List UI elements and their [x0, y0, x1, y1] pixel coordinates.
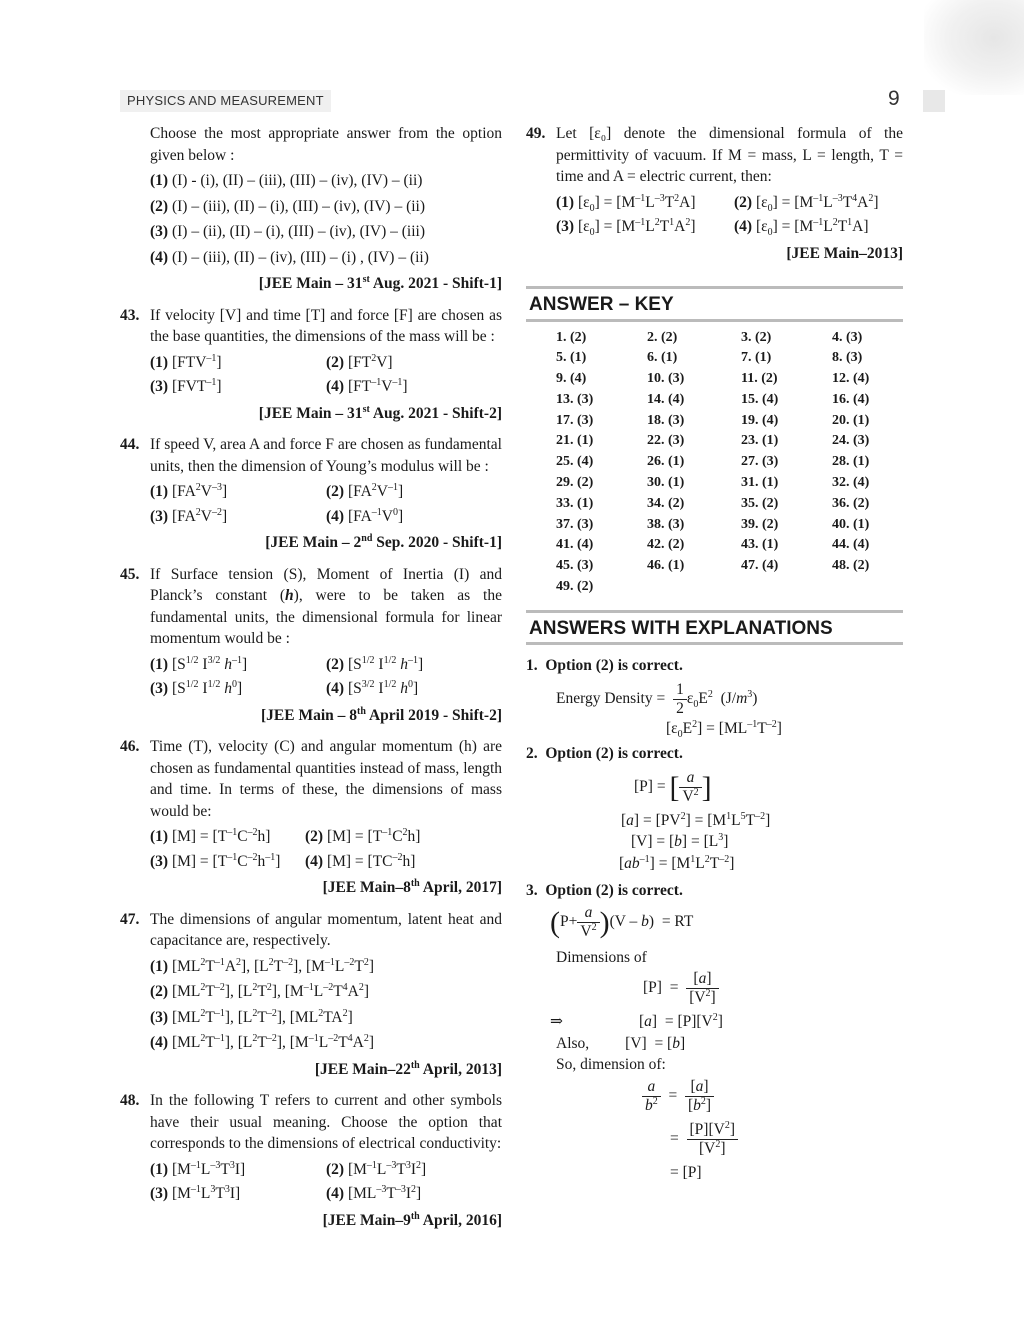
answer-key-item: 43. (1): [741, 537, 779, 553]
question-number: 45.: [120, 565, 140, 583]
question-intro: Choose the most appropriate answer from the option given below :: [150, 125, 502, 164]
question-48: [120, 1090, 502, 1231]
options: (1) $[M^{-1}L^{-3}T^3I]$ (2) $[M^{-1}L^{-3}T^3I^2]$ (3) $[M^{-1}L^3T^3I]$ (4) $[ML^{-3}T^{-3}I^2]$: [150, 1159, 427, 1202]
options: (1) $[\varepsilon_0] = [M^{-1}L^{-3}T^2A]$ (2) $[\varepsilon_0] = [M^{-1}L^{-3}T^4A^2]$ (3) $[\varepsilon_0] = [M^{-1}L^2T^1A^2]$ (4) $[\varepsilon_0] = [M^{-1}L^2T^1A]$: [556, 192, 879, 239]
answer-key-item: 47. (4): [741, 558, 779, 574]
equation: $[V] = [b] = [L^3]$: [631, 832, 729, 851]
answer-key-item: 24. (3): [832, 433, 870, 449]
question-44: [120, 434, 502, 554]
question-49: [526, 123, 903, 264]
option: (2) (I) – (iii), (II) – (i), (III) – (iv), (IV) – (ii): [150, 197, 426, 215]
answer-key-item: 27. (3): [741, 454, 779, 470]
answer-key-item: 6. (1): [647, 350, 678, 366]
label: So, dimension of:: [556, 1056, 666, 1074]
question-46: [120, 736, 502, 899]
answer-key-item: 25. (4): [556, 454, 594, 470]
van-der-waals-equation: (P+ $\frac{a}{V^2}$ )(V – b) = RT: [550, 903, 694, 940]
option: (2) $[ML^2T^{-2}]$, $[L^2T^2]$, $[M^{-1}L^{-2}T^4A^2]$: [150, 981, 370, 1000]
equation: ⇒ $[a] = [P][V^2]$: [550, 1012, 723, 1031]
answer-key-item: 8. (3): [832, 350, 863, 366]
explanation-1: 1. Option (2) is correct. Energy Density = $\frac{1}{2}$ $\varepsilon_0E^2$ $(J/m^3)$ $[\varepsilon_0E^2] = [ML^{-1}T^{-2}]$: [526, 655, 903, 739]
answer-key-item: 5. (1): [556, 350, 587, 366]
exam-source: [JEE Main – 31st Aug. 2021 - Shift-1]: [258, 273, 502, 292]
equation: $[ab^{-1}] = [M^1L^2T^{-2}]$: [619, 853, 735, 872]
question-47: [120, 909, 502, 1081]
answer-key-item: 49. (2): [556, 579, 594, 595]
answer-key-item: 19. (4): [741, 412, 779, 428]
answer-key-item: 41. (4): [556, 537, 594, 553]
answer-key-item: 3. (2): [741, 329, 772, 345]
equation: Also, [V] = [b]: [556, 1034, 686, 1052]
answer-key-item: 15. (4): [741, 391, 779, 407]
question-42-tail: [120, 123, 502, 295]
equation: = $\frac{[P][V^2]}{[V^2]}$: [526, 1121, 903, 1158]
options: (1) $[FA^2V^{-3}]$ (2) $[FA^2V^{-1}]$ (3) $[FA^2V^{-2}]$ (4) $[FA^{-1}V^0]$: [150, 481, 404, 525]
question-45: [120, 564, 502, 727]
answer-key-item: 2. (2): [647, 329, 678, 345]
explanations-heading: ANSWERS WITH EXPLANATIONS: [526, 610, 903, 646]
option: (4) (I) – (iii), (II) – (iv), (III) – (i) , (IV) – (ii): [150, 248, 429, 266]
section-header: PHYSICS AND MEASUREMENT: [120, 90, 331, 112]
question-number: 48.: [120, 1092, 140, 1109]
answer-key-item: 17. (3): [556, 412, 594, 428]
answer-key-item: 26. (1): [647, 454, 685, 470]
answer-key-item: 40. (1): [832, 516, 870, 532]
answer-key-grid: [526, 328, 903, 598]
equation: $[a] = [PV^2] = [M^1L^5T^{-2}]$: [621, 810, 771, 829]
question-text: Time (T), velocity (C) and angular momentum (h) are chosen as fundamental quantities instead of mass, length and time. In terms of these, the dimensions of mass would be:: [150, 738, 502, 820]
answer-key-item: 9. (4): [556, 371, 587, 387]
answer-key-item: 34. (2): [647, 495, 685, 511]
energy-density-equation: Energy Density = $\frac{1}{2}$ $\varepsilon_0E^2$ $(J/m^3)$: [556, 680, 758, 717]
answer-key-item: 33. (1): [556, 495, 594, 511]
question-text: If velocity [V] and time [T] and force [F] are chosen as the base quantities, the dimensions of the mass will be :: [150, 306, 502, 345]
exam-source: [JEE Main–2013]: [786, 244, 903, 262]
option: (3) $[ML^2T^{-1}]$, $[L^2T^{-2}]$, $[ML^2TA^2]$: [150, 1007, 353, 1026]
answer-key-item: 29. (2): [556, 475, 594, 491]
explanation-2: 2. Option (2) is correct. [P] = [ $\frac{a}{V^2}$ ] $[a] = [PV^2] = [M^1L^5T^{-2}]$ $[V] = [b] = [L^3]$ $[ab^{-1}] = [M^1L^2T^{-2}]$: [526, 743, 903, 874]
corner-shade: [924, 0, 1024, 95]
answer-key-item: 44. (4): [832, 537, 870, 553]
answer-key-item: 30. (1): [647, 475, 685, 491]
answer-key-heading: ANSWER – KEY: [526, 286, 903, 322]
answer-key-item: 18. (3): [647, 412, 685, 428]
question-number: 44.: [120, 436, 140, 453]
answer-key-item: 42. (2): [647, 537, 685, 553]
answer-key-item: 45. (3): [556, 558, 594, 574]
answer-key-item: 36. (2): [832, 495, 870, 511]
answer-key-item: 28. (1): [832, 454, 870, 470]
exam-source: [JEE Main–8th April, 2017]: [322, 877, 502, 896]
options: (1) $[FTV^{-1}]$ (2) $[FT^2V]$ (3) $[FVT^{-1}]$ (4) $[FT^{-1}V^{-1}]$: [150, 352, 408, 395]
answer-key-item: 39. (2): [741, 516, 779, 532]
answer-key-item: 35. (2): [741, 495, 779, 511]
answer-key-item: 13. (3): [556, 391, 594, 407]
answer-key-item: 31. (1): [741, 475, 779, 491]
answer-key-item: 20. (1): [832, 412, 870, 428]
answer-key-item: 23. (1): [741, 433, 779, 449]
equation: = [P]: [670, 1163, 702, 1181]
question-text: The dimensions of angular momentum, latent heat and capacitance are, respectively.: [150, 910, 502, 949]
question-43: [120, 305, 502, 425]
answer-key-item: 16. (4): [832, 391, 870, 407]
question-number: 47.: [120, 910, 140, 928]
right-column: [526, 123, 903, 1183]
exam-source: [JEE Main–22th April, 2013]: [314, 1059, 502, 1078]
answer-key-item: 38. (3): [647, 516, 685, 532]
options: (1) $[M] = [T^{-1}C^{-2}h]$ (2) $[M] = [T^{-1}C^2h]$ (3) $[M] = [T^{-1}C^{-2}h^{-1}]$ (4) $[M] = [TC^{-2}h]$: [150, 826, 421, 870]
answer-key-item: 1. (2): [556, 329, 587, 345]
exam-source: [JEE Main – 2nd Sep. 2020 - Shift-1]: [265, 532, 502, 551]
question-text: Let [ε₀] denote the dimensional formula of the permittivity of vacuum. If M = mass, L = length, T = time and A = electric current, then:: [556, 125, 903, 185]
question-text: If Surface tension (S), Moment of Inertia (I) and Planck’s constant (h), were to be taken as the fundamental units, the dimensional formula for linear momentum would be :: [150, 565, 502, 647]
answer-key-item: 48. (2): [832, 558, 870, 574]
question-text: In the following T refers to current and other symbols have their usual meaning. Choose the option that corresponds to the dimensions of electrical conductivity:: [150, 1092, 502, 1152]
answer-key-item: 22. (3): [647, 433, 685, 449]
exam-source: [JEE Main–9th April, 2016]: [322, 1210, 502, 1229]
option: (4) $[ML^2T^{-1}]$, $[L^2T^{-2}]$, $[M^{-1}L^{-2}T^4A^2]$: [150, 1032, 375, 1051]
equation: $[\varepsilon_0E^2] = [ML^{-1}T^{-2}]$: [666, 718, 782, 740]
answer-key-item: 46. (1): [647, 558, 685, 574]
page-number: 9: [888, 87, 900, 110]
answer-key-item: 4. (3): [832, 329, 863, 345]
answer-key-item: 10. (3): [647, 371, 685, 387]
left-column: [120, 123, 502, 1231]
equation: [P] = [ $\frac{a}{V^2}$ ]: [634, 768, 712, 805]
answer-key-item: 32. (4): [832, 475, 870, 491]
equation: [P] = $\frac{[a]}{[V^2]}$: [526, 970, 903, 1007]
options: (1) [$S^{1/2}$ $I^{3/2}$ $h^{-1}$] (2) [$S^{1/2}$ $I^{1/2}$ $h^{-1}$] (3) [$S^{1/2}$ $I^{1/2}$ $h^0$] (4) [$S^{3/2}$ $I^{1/2}$ $h^0$]: [150, 654, 424, 697]
question-number: 43.: [120, 306, 140, 324]
answer-key-item: 21. (1): [556, 433, 594, 449]
question-number: 46.: [120, 738, 140, 755]
corner-square: [923, 90, 945, 112]
exam-source: [JEE Main – 31st Aug. 2021 - Shift-2]: [258, 403, 502, 422]
explanation-3: 3. Option (2) is correct. (P+ $\frac{a}{V^2}$ )(V – b) = RT Dimensions of [P] = $\frac{[a]}{[V^2]}$ ⇒ $[a] = [P][V^2]$ Also, [V] = [b] So, dimension of: $\frac{a}{b^2}$ = $\frac{[a]}{[b^2]}$ = $\frac{[P][V^2]}{[V^2]}$ = [P]: [526, 880, 903, 1183]
answer-key-item: 11. (2): [741, 371, 778, 387]
equation: $\frac{a}{b^2}$ = $\frac{[a]}{[b^2]}$: [526, 1078, 903, 1115]
question-number: 49.: [526, 125, 546, 142]
answer-key-item: 7. (1): [741, 350, 772, 366]
label: Dimensions of: [556, 948, 647, 966]
answer-key-item: 12. (4): [832, 371, 870, 387]
exam-source: [JEE Main – 8th April 2019 - Shift-2]: [261, 705, 502, 724]
answer-key-item: 14. (4): [647, 391, 685, 407]
option: (1) (I) - (i), (II) – (iii), (III) – (iv), (IV) – (ii): [150, 172, 423, 189]
option: (3) (I) – (ii), (II) – (i), (III) – (iv), (IV) – (iii): [150, 223, 426, 240]
question-text: If speed V, area A and force F are chosen as fundamental units, then the dimension of Young’s modulus will be :: [150, 436, 502, 475]
option: (1) $[ML^2T^{-1}A^2]$, $[L^2T^{-2}]$, $[M^{-1}L^{-2}T^2]$: [150, 956, 375, 975]
answer-key-item: 37. (3): [556, 516, 594, 532]
